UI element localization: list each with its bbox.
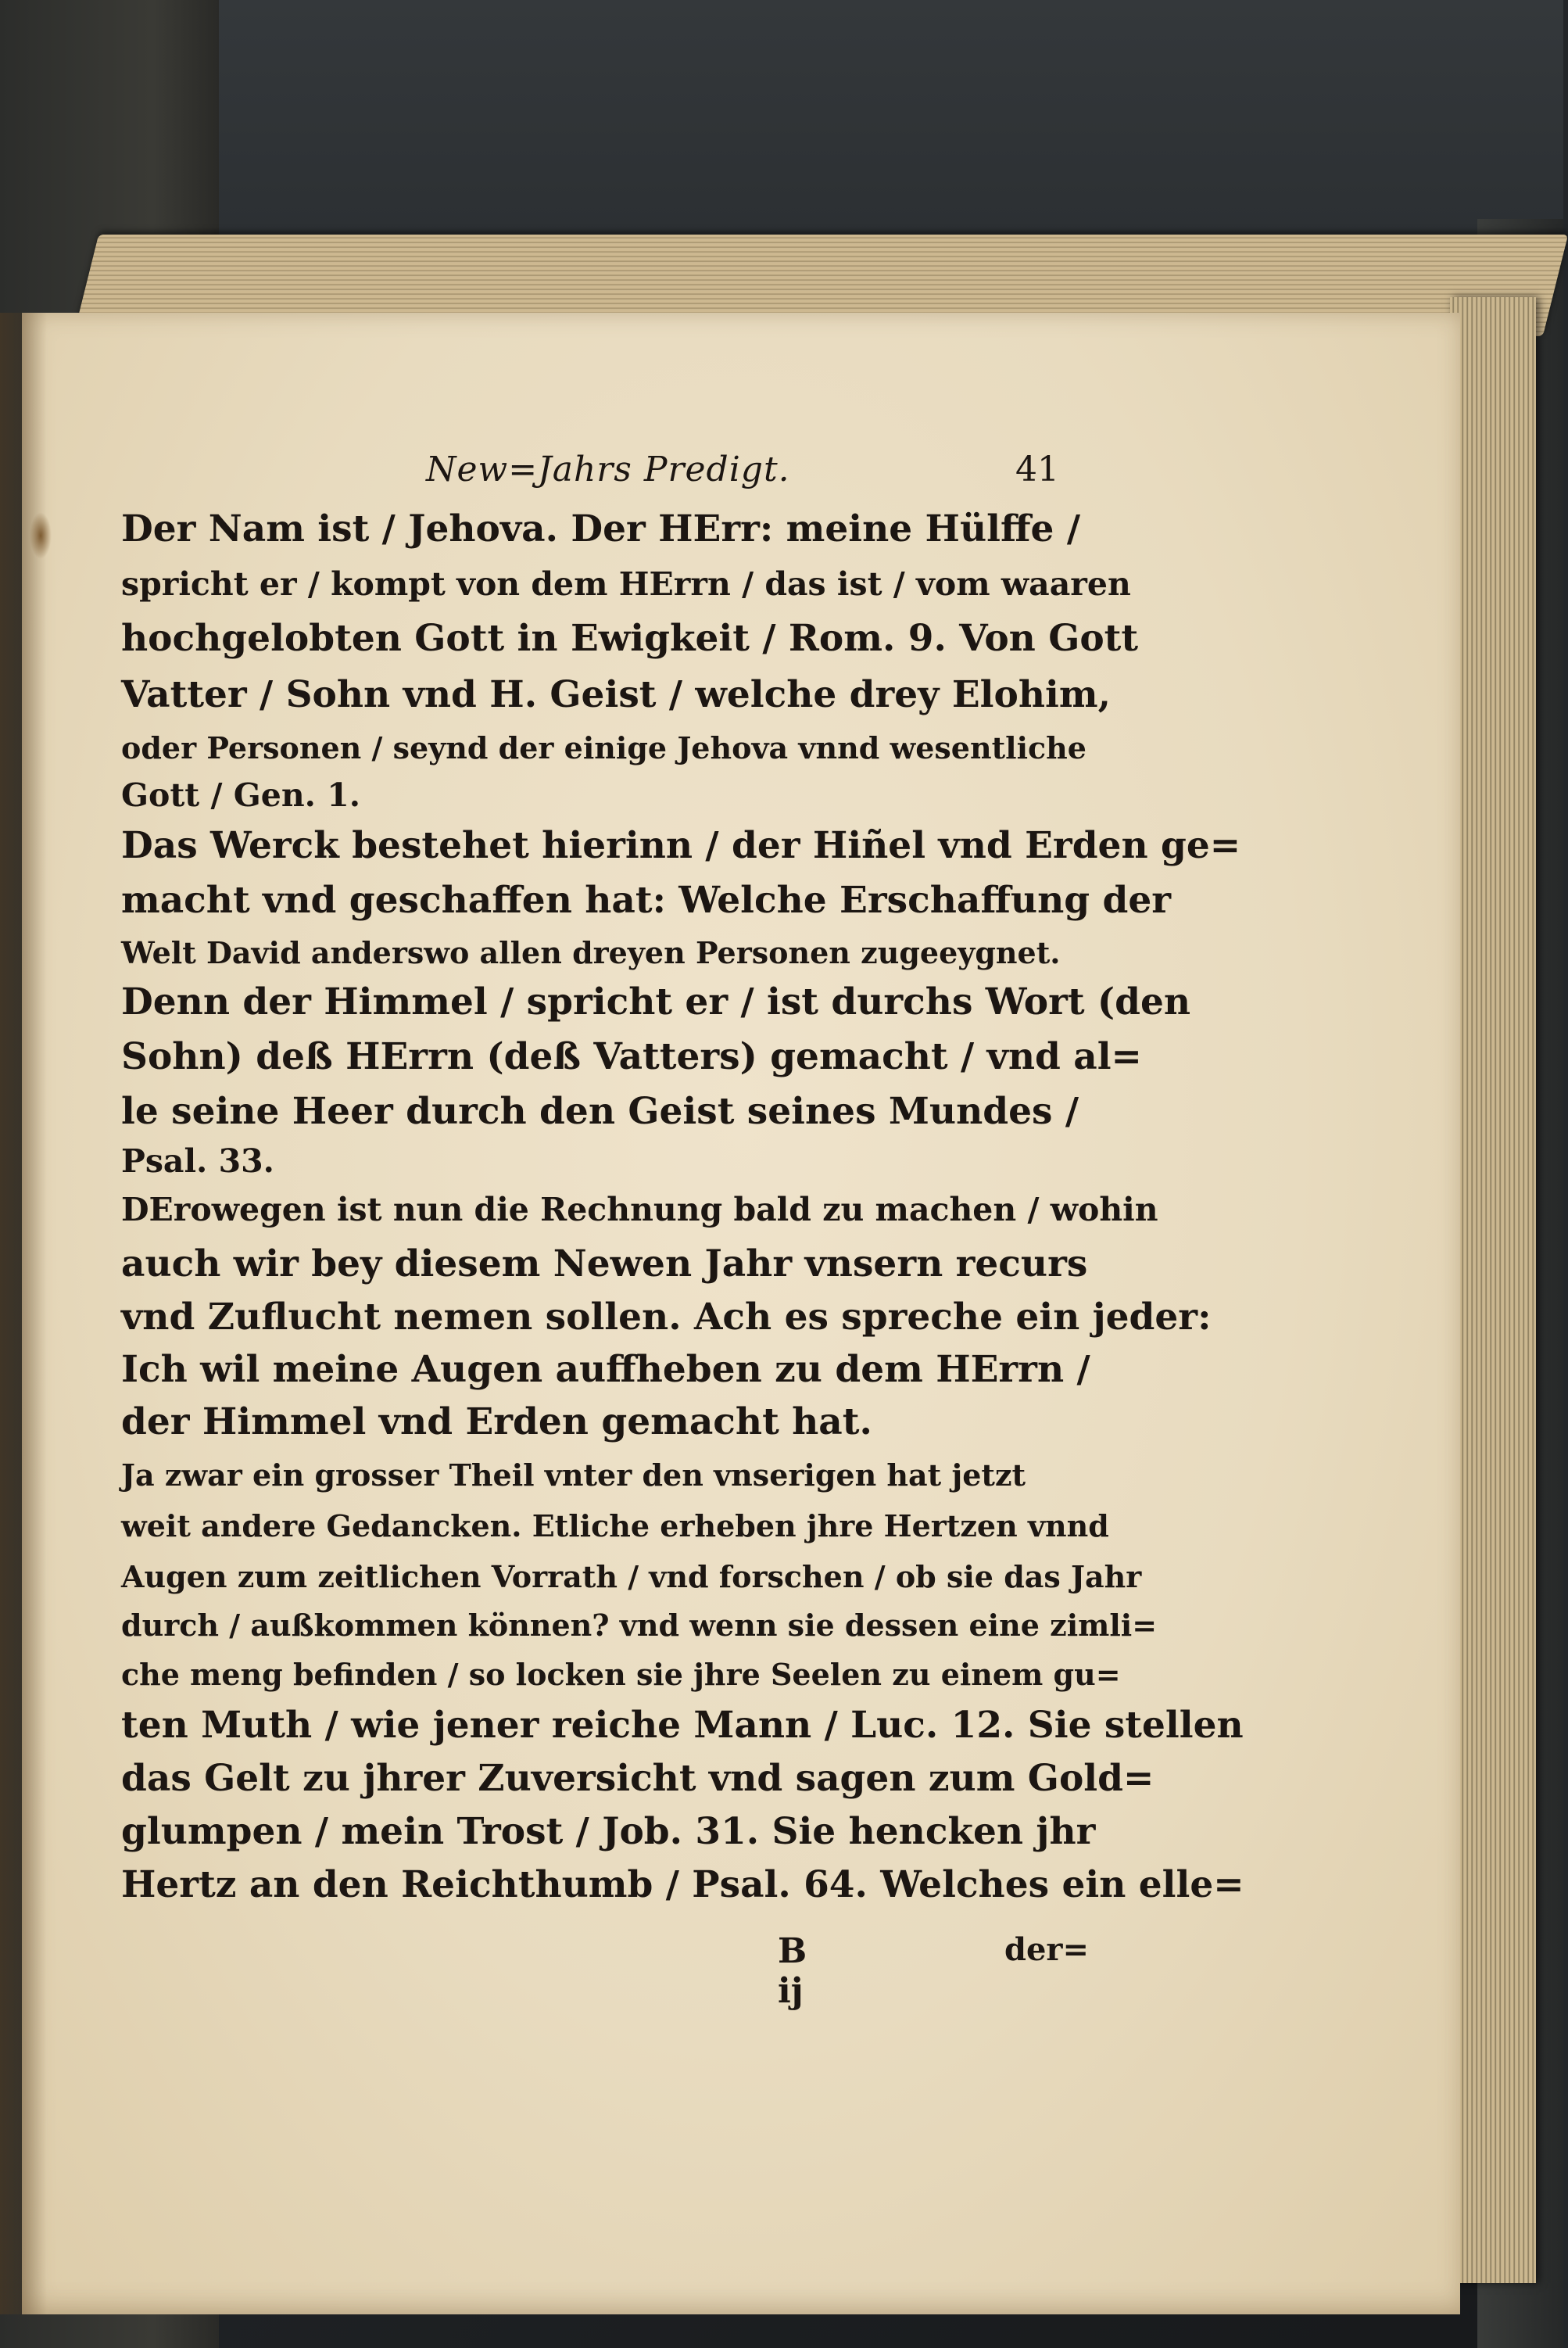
text-line: der Himmel vnd Erden gemacht hat. (121, 1400, 872, 1443)
text-line: glumpen / mein Trost / Job. 31. Sie hencken jhr (121, 1810, 1096, 1853)
text-line: spricht er / kompt von dem HErrn / das ist / vom waaren (121, 565, 1131, 603)
running-head: New=Jahrs Predigt. (426, 450, 790, 489)
catchword: der= (1004, 1931, 1090, 1968)
text-line: Gott / Gen. 1. (121, 776, 361, 814)
text-line: Sohn) deß HErrn (deß Vatters) gemacht / vnd al= (121, 1035, 1142, 1078)
signature-mark: B ij (778, 1931, 807, 2011)
text-line: Ja zwar ein grosser Theil vnter den vnserigen hat jetzt (121, 1457, 1026, 1493)
text-line: che meng befinden / so locken sie jhre Seelen zu einem gu= (121, 1657, 1121, 1692)
text-line: Vatter / Sohn vnd H. Geist / welche drey Elohim, (121, 673, 1111, 716)
text-line: auch wir bey diesem Newen Jahr vnsern recurs (121, 1242, 1088, 1285)
text-line: macht vnd geschaffen hat: Welche Erschaffung der (121, 879, 1172, 922)
text-line: oder Personen / seynd der einige Jehova vnnd wesentliche (121, 730, 1087, 765)
page-stain (30, 512, 52, 559)
text-line: durch / außkommen können? vnd wenn sie dessen eine zimli= (121, 1608, 1158, 1643)
text-line: Ich wil meine Augen auffheben zu dem HErrn / (121, 1348, 1090, 1391)
text-line: hochgelobten Gott in Ewigkeit / Rom. 9. Von Gott (121, 617, 1139, 660)
text-line: Denn der Himmel / spricht er / ist durchs Wort (den (121, 980, 1191, 1023)
text-line: vnd Zuflucht nemen sollen. Ach es spreche ein jeder: (121, 1296, 1212, 1339)
text-line: Der Nam ist / Jehova. Der HErr: meine Hülffe / (121, 507, 1080, 550)
text-line: DErowegen ist nun die Rechnung bald zu machen / wohin (121, 1191, 1158, 1228)
text-line: das Gelt zu jhrer Zuversicht vnd sagen zum Gold= (121, 1757, 1155, 1800)
page-gutter-shadow (0, 313, 47, 2314)
text-line: le seine Heer durch den Geist seines Mundes / (121, 1090, 1079, 1133)
book-cover-top (180, 0, 1563, 258)
page-edges-right (1450, 297, 1536, 2283)
text-line: Augen zum zeitlichen Vorrath / vnd forschen / ob sie das Jahr (121, 1559, 1142, 1594)
text-line: Das Werck bestehet hierinn / der Hiñel vnd Erden ge= (121, 824, 1241, 867)
text-line: Hertz an den Reichthumb / Psal. 64. Welches ein elle= (121, 1863, 1244, 1906)
text-line: Psal. 33. (121, 1142, 274, 1180)
text-line: ten Muth / wie jener reiche Mann / Luc. 12. Sie stellen (121, 1704, 1244, 1747)
text-line: weit andere Gedancken. Etliche erheben jhre Hertzen vnnd (121, 1508, 1109, 1543)
page-text-block (121, 450, 1244, 2011)
page-number: 41 (1015, 450, 1059, 489)
text-line: Welt David anderswo allen dreyen Personen zugeeygnet. (121, 935, 1061, 970)
